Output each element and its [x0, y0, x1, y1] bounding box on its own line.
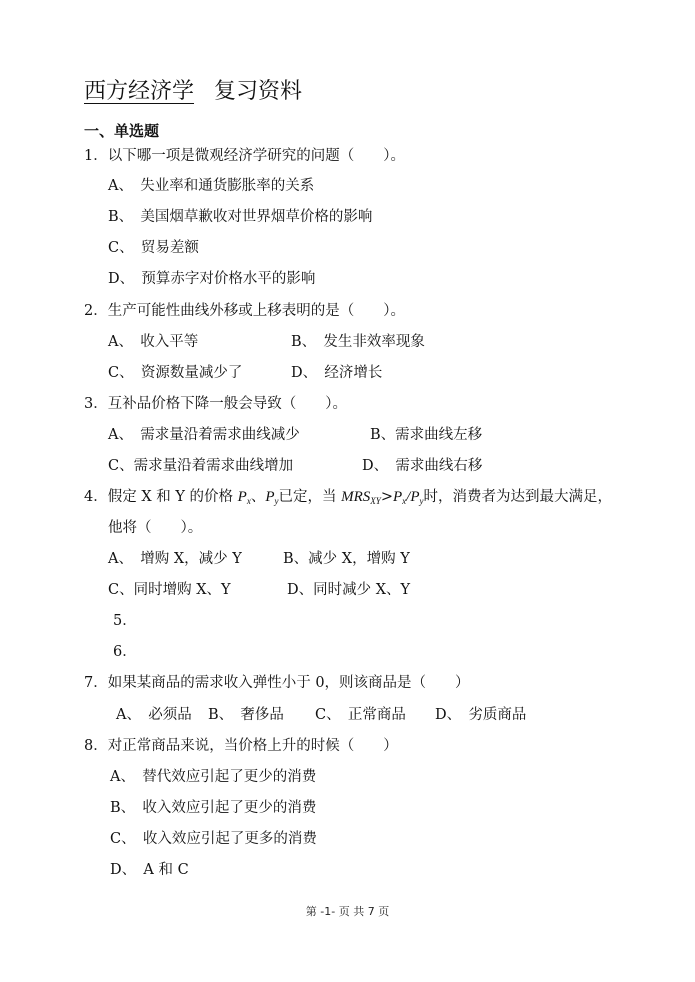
question-3-option-c: C、需求量沿着需求曲线增加: [108, 458, 294, 474]
question-7-option-c: C、 正常商品: [315, 707, 406, 723]
question-7-stem: 7．如果某商品的需求收入弹性小于 0，则该商品是（ ）: [84, 675, 470, 691]
question-4-stem-line-2: 他将（ ）。: [108, 520, 203, 536]
q4-stem-pre: 4．假定 X 和 Y 的价格: [84, 489, 234, 505]
question-4-option-b: B、减少 X，增购 Y: [283, 551, 410, 567]
question-2-option-b: B、 发生非效率现象: [291, 334, 425, 350]
question-8-option-c: C、 收入效应引起了更多的消费: [110, 831, 317, 847]
question-8-stem: 8．对正常商品来说，当价格上升的时候（ ）: [84, 738, 398, 754]
question-1-option-b: B、 美国烟草歉收对世界烟草价格的影响: [108, 209, 373, 225]
question-7-option-b: B、 奢侈品: [208, 707, 284, 723]
question-1-stem: 1．以下哪一项是微观经济学研究的问题（ ）。: [84, 148, 405, 164]
question-2-option-d: D、 经济增长: [291, 365, 383, 381]
title-sub: 复习资料: [214, 79, 303, 104]
page-footer: 第 -1- 页 共 7 页: [305, 905, 390, 918]
question-4-option-c: C、同时增购 X、Y: [108, 582, 231, 598]
question-2-option-a: A、 收入平等: [108, 334, 199, 350]
question-2-option-c: C、 资源数量减少了: [108, 365, 243, 381]
question-8-option-b: B、 收入效应引起了更少的消费: [110, 800, 317, 816]
q4-px-ratio: $P_x/P_y$: [392, 489, 424, 506]
q4-stem-post: 时，消费者为达到最大满足，: [423, 489, 612, 505]
page-title: [84, 78, 302, 106]
question-3-option-a: A、 需求量沿着需求曲线减少: [108, 427, 300, 443]
question-4-stem: [84, 488, 612, 510]
question-2-stem: 2．生产可能性曲线外移或上移表明的是（ ）。: [84, 303, 405, 319]
question-8-option-d: D、 A 和 C: [110, 862, 189, 878]
q4-mid: 已定，当: [278, 489, 337, 505]
q4-gt: >: [380, 489, 393, 505]
question-7-option-d: D、 劣质商品: [435, 707, 527, 723]
q4-mrs: $MRS_{XY}$: [341, 489, 381, 506]
question-3-option-d: D、 需求曲线右移: [362, 458, 483, 474]
question-8-option-a: A、 替代效应引起了更少的消费: [110, 769, 317, 785]
section-heading: 一、单选题: [84, 122, 160, 140]
question-1-option-c: C、 贸易差额: [108, 240, 199, 256]
q4-px: $P_x$: [237, 489, 251, 506]
question-4-option-a: A、 增购 X，减少 Y: [108, 551, 242, 567]
title-main: 西方经济学: [84, 79, 195, 104]
question-1-option-d: D、 预算赤字对价格水平的影响: [108, 271, 316, 287]
question-3-stem: 3．互补品价格下降一般会导致（ ）。: [84, 396, 347, 412]
question-6-number: 6．: [113, 644, 137, 660]
question-1-option-a: A、 失业率和通货膨胀率的关系: [108, 178, 315, 194]
question-4-option-d: D、同时减少 X、Y: [287, 582, 411, 598]
q4-sep: 、: [250, 489, 266, 505]
question-5-number: 5．: [113, 613, 137, 629]
question-3-option-b: B、需求曲线左移: [370, 427, 483, 443]
q4-py: $P_y$: [265, 489, 279, 506]
question-7-option-a: A、 必须品: [116, 707, 192, 723]
